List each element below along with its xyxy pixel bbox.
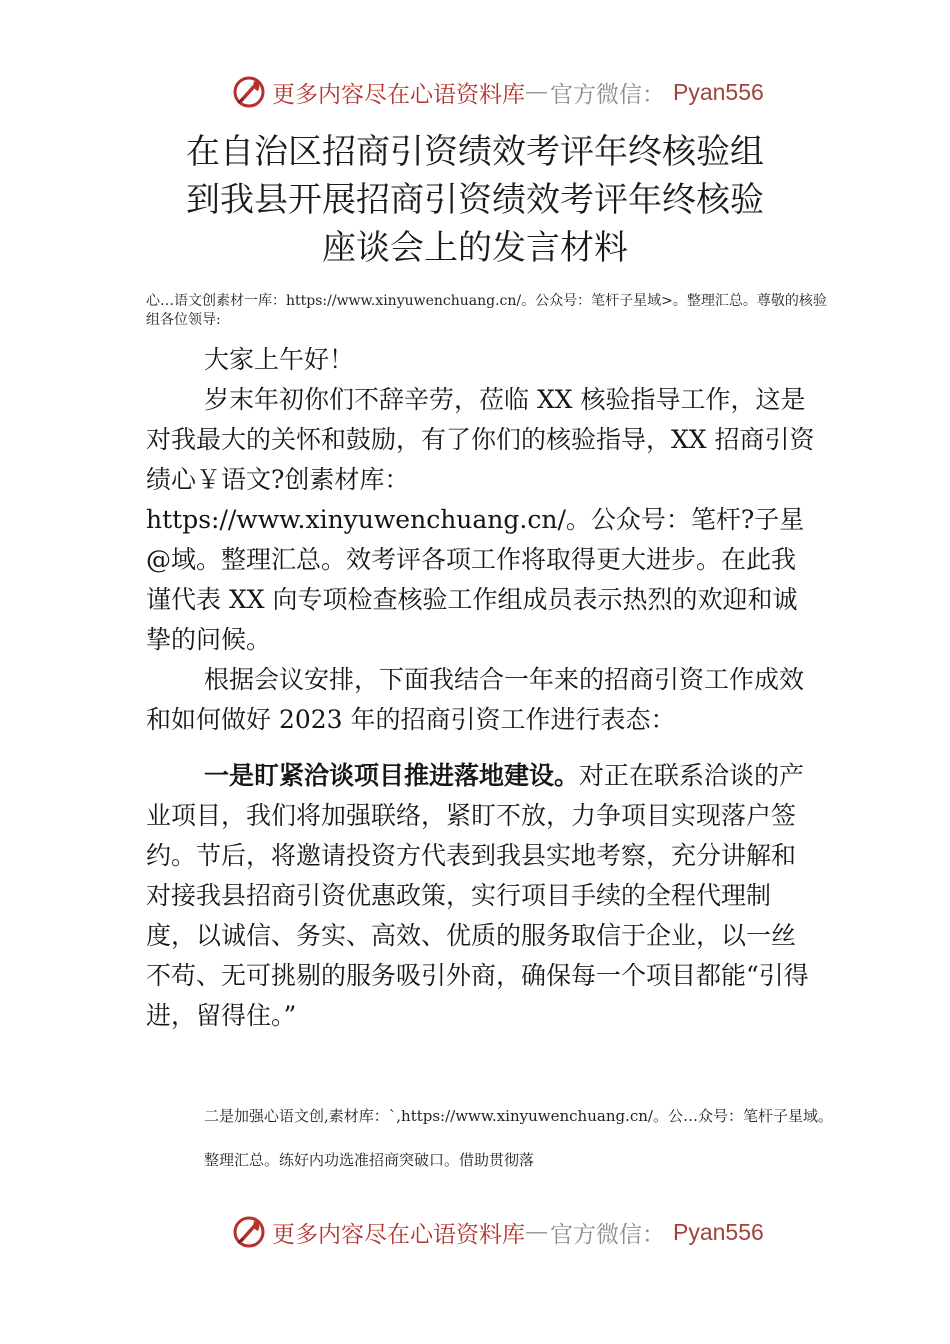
paragraph-3-text: 对正在联系洽谈的产业项目，我们将加强联络，紧盯不放，力争项目实现落户签约。节后，将邀请投资方代表到我县实地考察，充分讲解和对接我县招商引资优惠政策，实行项目手续的全程代理制度，以诚信、务实、高效、优质的服务取信于企业，以一丝不苟、无可挑剔的服务吸引外商，确保每一个项目都能“引得进，留得住。” (146, 761, 809, 1030)
banner-content-bottom (232, 1212, 764, 1252)
quill-pen-logo-icon (232, 75, 266, 109)
banner-text: 更多内容尽在心语资料库 (272, 81, 525, 108)
paragraph-3 (146, 756, 818, 1036)
footnote-paragraph: 二是加强心语文创,素材库：`,https://www.xinyuwenchuang.cn/。公…众号：笔杆子星域。整理汇总。练好内功选准招商突破口。借助贯彻落 (204, 1107, 833, 1169)
banner-separator: — (525, 79, 548, 105)
title-line-3: 座谈会上的发言材料 (322, 228, 628, 268)
banner-content (232, 72, 764, 112)
banner-wechat-id: Pyan556 (673, 78, 764, 105)
paragraph-3-lead: 一是盯紧洽谈项目推进落地建设。 (204, 761, 580, 790)
footer-banner (0, 1212, 950, 1252)
source-note: 心…语文创素材一库：https://www.xinyuwenchuang.cn/。公众号：笔杆子星域>。整理汇总。尊敬的核验组各位领导: (146, 293, 827, 328)
document-title (150, 128, 800, 272)
title-line-2: 到我县开展招商引资绩效考评年终核验 (186, 180, 764, 220)
greeting: 大家上午好！ (204, 345, 355, 374)
banner-wechat-label: 官方微信： (550, 81, 665, 108)
banner-separator: — (525, 1219, 548, 1245)
banner-wechat-label: 官方微信： (550, 1221, 665, 1248)
quill-pen-logo-icon (232, 1215, 266, 1249)
document-body (146, 340, 818, 1036)
banner-text: 更多内容尽在心语资料库 (272, 1221, 525, 1248)
banner-wechat-id: Pyan556 (673, 1218, 764, 1245)
header-banner (0, 72, 950, 112)
paragraph-2: 根据会议安排，下面我结合一年来的招商引资工作成效和如何做好 2023 年的招商引资工作进行表态： (146, 665, 805, 734)
title-line-1: 在自治区招商引资绩效考评年终核验组 (186, 132, 764, 172)
paragraph-1: 岁末年初你们不辞辛劳，莅临 XX 核验指导工作，这是对我最大的关怀和鼓励，有了你们的核验指导，XX 招商引资绩心￥语文?创素材库：https://www.xinyuwenchuang.cn/。公众号：笔杆?子星@域。整理汇总。效考评各项工作将取得更大进步。在此我谨代表 XX 向专项检查核验工作组成员表示热烈的欢迎和诚挚的问候。 (146, 385, 815, 654)
